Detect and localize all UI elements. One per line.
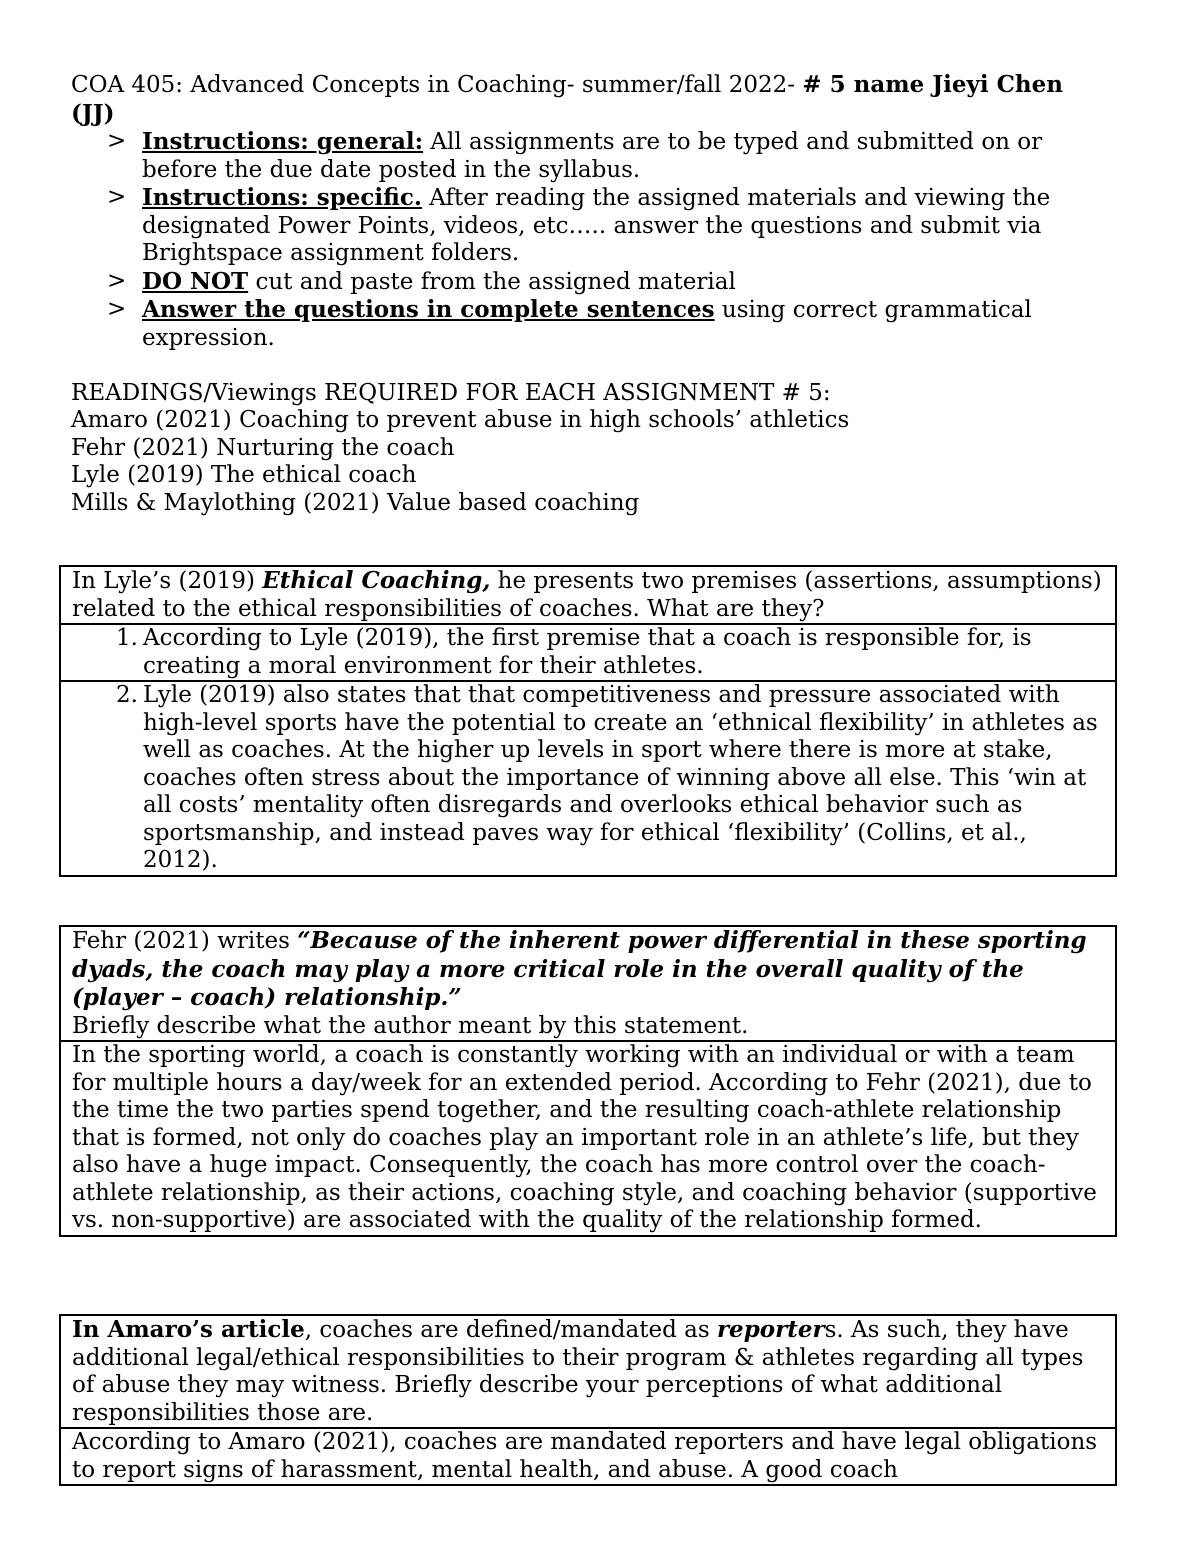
question-2-table [59, 925, 1117, 1237]
question-3-table [59, 1314, 1117, 1486]
question-1-answer-1: 1. According to Lyle (2019), the first premise that a coach is responsible for, is creating a moral environment for their athletes. [61, 623, 1115, 680]
reading-item: Amaro (2021) Coaching to prevent abuse in high schools’ athletics [71, 407, 850, 433]
arrow-bullet-icon: > [107, 128, 127, 154]
question-1-table [59, 565, 1117, 877]
student-name: # 5 name Jieyi Chen (JJ) [71, 71, 1063, 127]
question-1-prompt: In Lyle’s (2019) Ethical Coaching, he presents two premises (assertions, assumptions) related to the ethical responsibilities of coaches. What are they? [72, 567, 1102, 622]
instruction-item: > Instructions: specific. After reading the assigned materials and viewing the designated Power Points, videos, etc….. answer the questions and submit via Brightspace assignment folders. [107, 184, 1051, 266]
instruction-item: > Answer the questions in complete sentences using correct grammatical expression. [107, 296, 1032, 351]
reading-item: Mills & Maylothing (2021) Value based coaching [71, 489, 640, 516]
question-2-answer: In the sporting world, a coach is constantly working with an individual or with a team for multiple hours a day/week for an extended period. According to Fehr (2021), due to the time the two parties spend together, and the resulting coach-athlete relationship that is formed, not only do coaches play an important role in an athlete’s life, but they also have a huge impact. Consequently, the coach has more control over the coach-athlete relationship, as their actions, coaching style, and coaching behavior (supportive vs. non-supportive) are associated with the quality of the relationship formed. [61, 1040, 1115, 1235]
question-2-prompt: Fehr (2021) writes “Because of the inherent power differential in these sporting dyads, the coach may play a more critical role in the overall quality of the (player – coach) relationship.” Briefly describe what the author meant by this statement. [72, 927, 1087, 1039]
readings-heading: READINGS/Viewings REQUIRED FOR EACH ASSIGNMENT # 5: [71, 379, 831, 406]
arrow-bullet-icon: > [107, 267, 127, 294]
question-3-answer: According to Amaro (2021), coaches are mandated reporters and have legal obligations to report signs of harassment, mental health, and abuse. A good coach [61, 1427, 1115, 1484]
question-1-answer-2: 2. Lyle (2019) also states that that competitiveness and pressure associated with high-level sports have the potential to create an ‘ethnical flexibility’ in athletes as well as coaches. At the higher up levels in sport where there is more at stake, coaches often stress about the importance of winning above all else. This ‘win at all costs’ mentality often disregards and overlooks ethical behavior such as sportsmanship, and instead paves way for ethical ‘flexibility’ (Collins, et al., 2012). [61, 680, 1115, 875]
question-3-prompt: In Amaro’s article, coaches are defined/mandated as reporters. As such, they have additional legal/ethical responsibilities to their program & athletes regarding all types of abuse they may witness. Briefly describe your perceptions of what additional responsibilities those are. [72, 1316, 1084, 1426]
instruction-item: > DO NOT cut and paste from the assigned material [107, 267, 736, 295]
instruction-list [71, 128, 1111, 352]
arrow-bullet-icon: > [107, 184, 127, 210]
instruction-item: > Instructions: general: All assignments are to be typed and submitted on or before the due date posted in the syllabus. [107, 128, 1043, 183]
assignment-title: COA 405: Advanced Concepts in Coaching- summer/fall 2022- # 5 name Jieyi Chen (JJ) [71, 71, 1063, 127]
assignment-header [71, 71, 1111, 517]
reading-item: Lyle (2019) The ethical coach [71, 462, 417, 488]
arrow-bullet-icon: > [107, 296, 127, 322]
reading-item: Fehr (2021) Nurturing the coach [71, 434, 455, 461]
